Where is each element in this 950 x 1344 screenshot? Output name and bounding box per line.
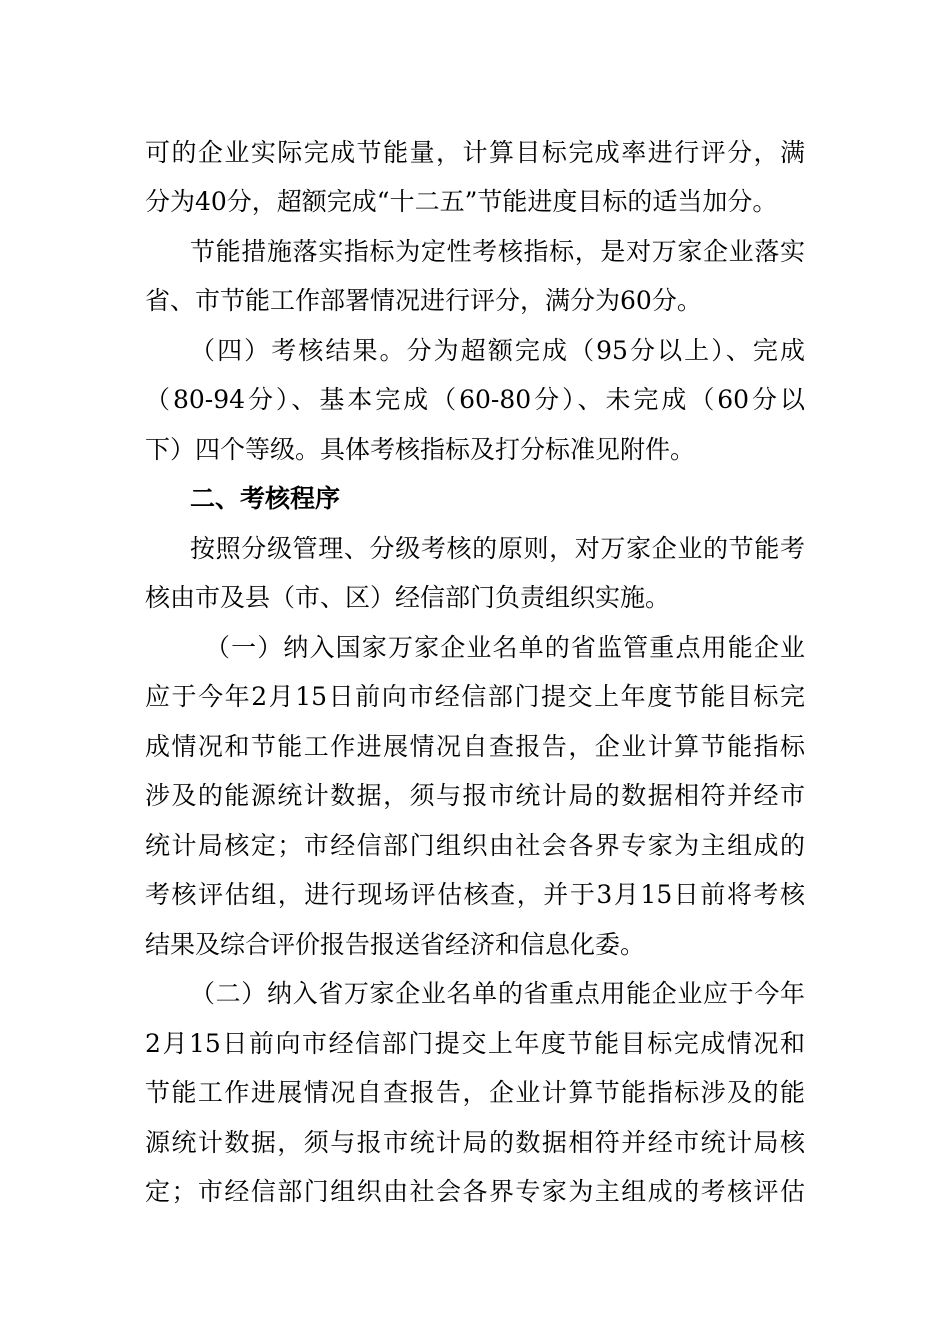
- paragraph-line: 考核评估组，进行现场评估核查，并于3月15日前将考核: [145, 880, 805, 909]
- paragraph-line: （二）纳入省万家企业名单的省重点用能企业应于今年: [190, 979, 805, 1008]
- paragraph-line: 可的企业实际完成节能量，计算目标完成率进行评分，满: [145, 138, 805, 167]
- paragraph-line: 分为40分，超额完成“十二五”节能进度目标的适当加分。: [145, 187, 778, 216]
- paragraph-line: 源统计数据，须与报市统计局的数据相符并经市统计局核: [145, 1128, 805, 1157]
- paragraph-line: 省、市节能工作部署情况进行评分，满分为60分。: [145, 286, 702, 315]
- paragraph-line: 按照分级管理、分级考核的原则，对万家企业的节能考: [190, 534, 805, 563]
- paragraph-line: 下）四个等级。具体考核指标及打分标准见附件。: [145, 435, 696, 464]
- paragraph-line: 应于今年2月15日前向市经信部门提交上年度节能目标完: [145, 682, 805, 711]
- paragraph-line: 统计局核定；市经信部门组织由社会各界专家为主组成的: [145, 831, 805, 860]
- paragraph-line: （四）考核结果。分为超额完成（95分以上）、完成: [190, 336, 805, 365]
- paragraph-line: 定；市经信部门组织由社会各界专家为主组成的考核评估: [145, 1177, 805, 1206]
- paragraph-line: （80-94分）、基本完成（60-80分）、未完成（60分以: [145, 385, 805, 414]
- paragraph-line: （一）纳入国家万家企业名单的省监管重点用能企业: [205, 633, 805, 662]
- section-heading: 二、考核程序: [190, 484, 341, 513]
- paragraph-line: 2月15日前向市经信部门提交上年度节能目标完成情况和: [145, 1029, 805, 1058]
- paragraph-line: 节能措施落实指标为定性考核指标，是对万家企业落实: [190, 237, 805, 266]
- paragraph-line: 结果及综合评价报告报送省经济和信息化委。: [145, 930, 646, 959]
- paragraph-line: 涉及的能源统计数据，须与报市统计局的数据相符并经市: [145, 781, 805, 810]
- paragraph-line: 核由市及县（市、区）经信部门负责组织实施。: [145, 583, 671, 612]
- paragraph-line: 节能工作进展情况自查报告，企业计算节能指标涉及的能: [145, 1078, 805, 1107]
- paragraph-line: 成情况和节能工作进展情况自查报告，企业计算节能指标: [145, 732, 805, 761]
